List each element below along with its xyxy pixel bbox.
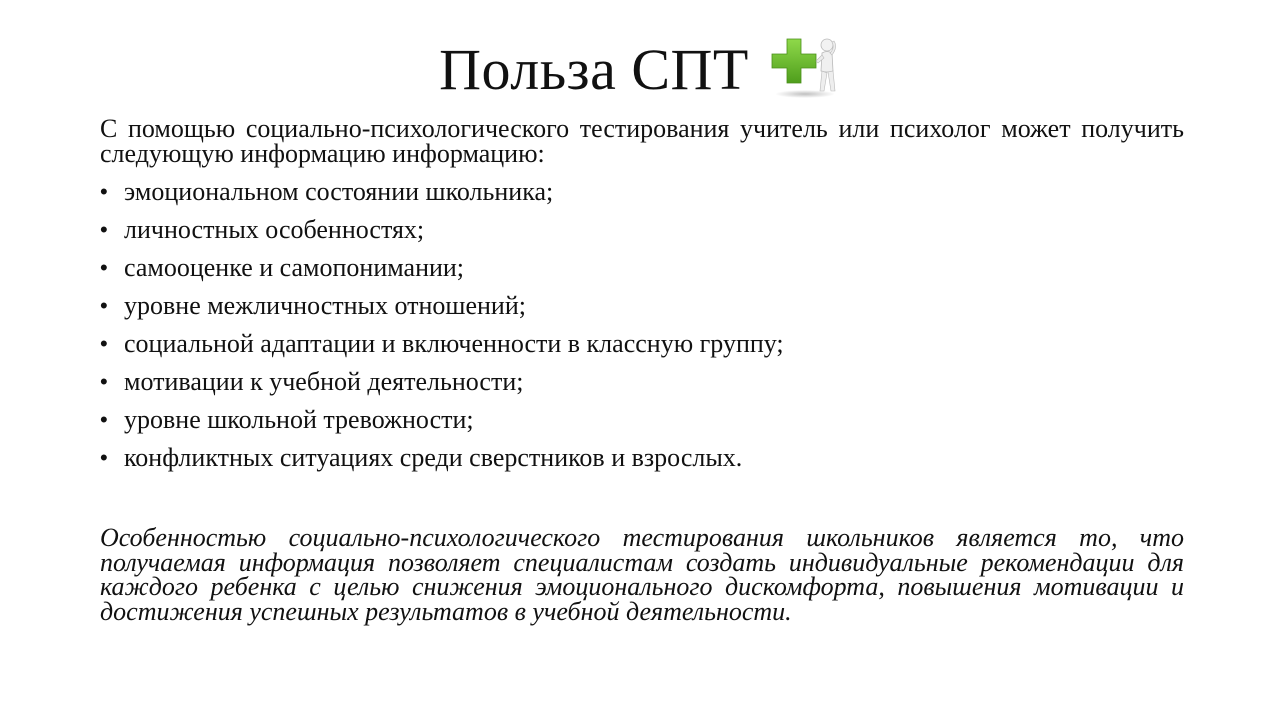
bullet-icon: • bbox=[100, 217, 108, 242]
list-item bbox=[100, 401, 1184, 439]
bullet-icon: • bbox=[100, 407, 108, 432]
title-row bbox=[0, 30, 1280, 110]
list-item bbox=[100, 363, 1184, 401]
list-item-text: социальной адаптации и включенности в классную группу; bbox=[124, 329, 784, 358]
list-item bbox=[100, 287, 1184, 325]
list-item bbox=[100, 439, 1184, 477]
intro-paragraph: С помощью социально-психологического тестирования учитель или психолог может получить следующую информацию информацию: bbox=[100, 114, 1184, 168]
bullet-icon: • bbox=[100, 255, 108, 280]
list-item-text: уровне межличностных отношений; bbox=[124, 291, 526, 320]
list-item bbox=[100, 211, 1184, 249]
green-plus-figure-icon bbox=[771, 35, 841, 99]
bullet-icon: • bbox=[100, 293, 108, 318]
list-item-text: личностных особенностях; bbox=[124, 215, 425, 244]
list-item bbox=[100, 249, 1184, 287]
list-item bbox=[100, 173, 1184, 211]
list-item bbox=[100, 325, 1184, 363]
bullet-list bbox=[100, 173, 1184, 477]
list-item-text: уровне школьной тревожности; bbox=[124, 405, 474, 434]
list-item-text: эмоциональном состоянии школьника; bbox=[124, 177, 554, 206]
list-item-text: самооценке и самопонимании; bbox=[124, 253, 465, 282]
slide-content bbox=[100, 116, 1184, 650]
bullet-icon: • bbox=[100, 445, 108, 470]
page-title: Польза СПТ bbox=[439, 37, 749, 102]
bullet-icon: • bbox=[100, 369, 108, 394]
bullet-icon: • bbox=[100, 179, 108, 204]
list-item-text: конфликтных ситуациях среди сверстников и взрослых. bbox=[124, 443, 743, 472]
list-item-text: мотивации к учебной деятельности; bbox=[124, 367, 524, 396]
note-paragraph: Особенностью социально-психологического тестирования школьников является то, что получаемая информация позволяет специалистам создать индивидуальные рекомендации для каждого ребенка с целью снижения эмоционального дискомфорта, повышения мотивации и достижения успешных результатов в учебной деятельности. bbox=[100, 523, 1184, 626]
bullet-icon: • bbox=[100, 331, 108, 356]
